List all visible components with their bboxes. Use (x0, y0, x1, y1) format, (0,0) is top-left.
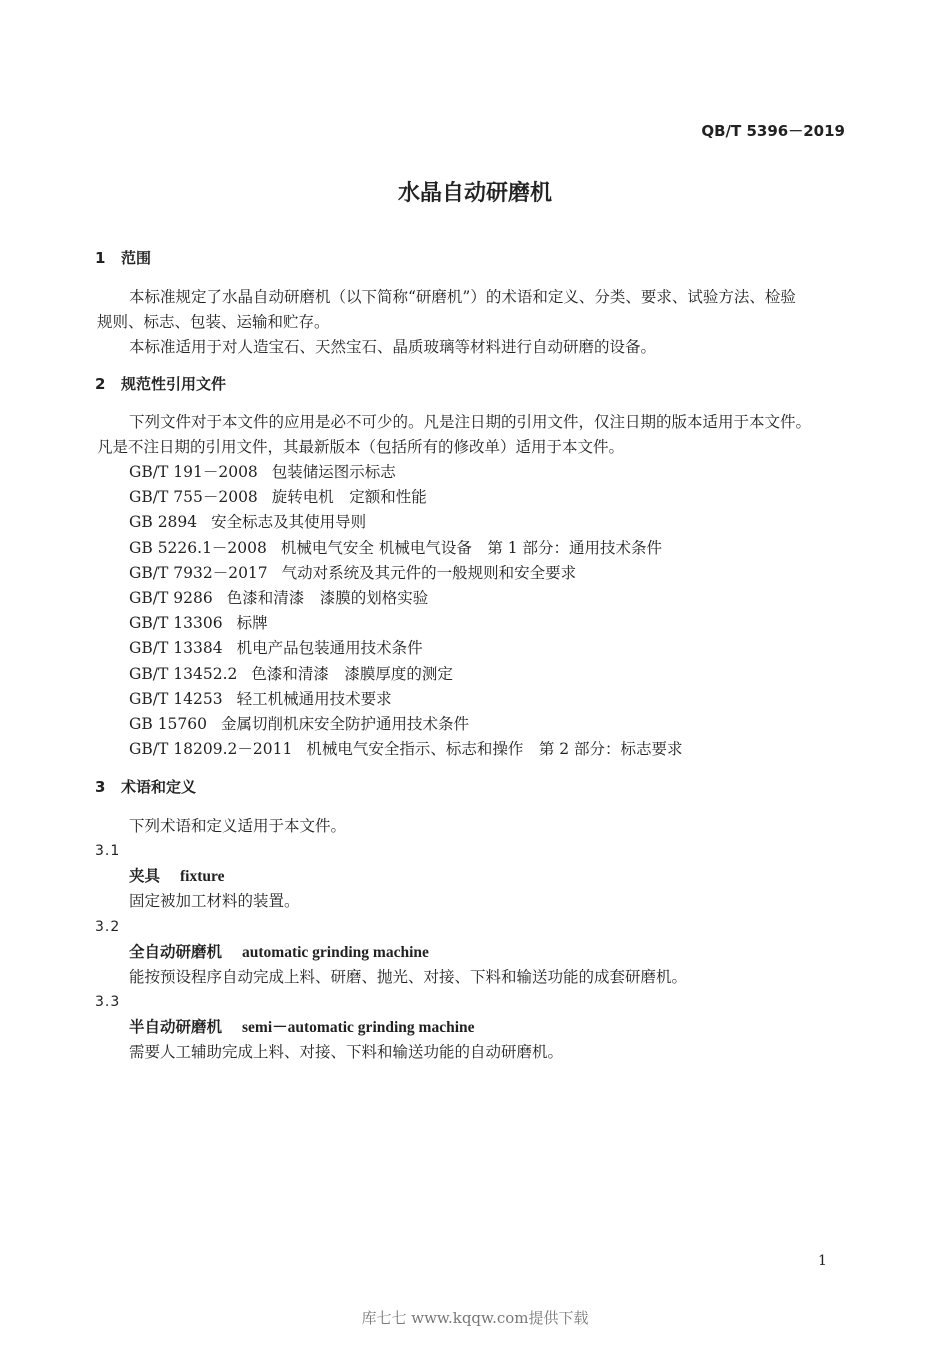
page-number: 1 (818, 1253, 827, 1269)
document-title: 水晶自动研磨机 (397, 181, 552, 206)
reference-item (129, 689, 392, 709)
section-2-heading (95, 374, 226, 394)
reference-title: 色漆和清漆 漆膜的划格实验 (226, 589, 429, 607)
term-definition: 需要人工辅助完成上料、对接、下料和输送功能的自动研磨机。 (129, 1043, 564, 1061)
paragraph: 本标准适用于对人造宝石、天然宝石、晶质玻璃等材料进行自动研磨的设备。 (129, 338, 657, 356)
section-3-heading (95, 777, 196, 797)
section-number: 1 (95, 249, 106, 267)
term-en: automatic grinding machine (242, 943, 429, 961)
term-zh: 全自动研磨机 (129, 942, 223, 961)
reference-item (129, 638, 423, 658)
reference-title: 轻工机械通用技术要求 (236, 689, 392, 708)
reference-code: GB/T 191－2008 (129, 463, 258, 481)
reference-code: GB/T 9286 (129, 589, 213, 607)
reference-code: GB/T 7932－2017 (129, 563, 268, 582)
term-definition: 能按预设程序自动完成上料、研磨、抛光、对接、下料和输送功能的成套研磨机。 (129, 967, 688, 986)
term-heading (129, 1017, 475, 1038)
reference-code: GB 5226.1－2008 (129, 538, 267, 557)
term-number: 3.1 (95, 843, 121, 859)
reference-item (129, 664, 453, 684)
term-en: fixture (180, 868, 225, 885)
reference-title: 气动对系统及其元件的一般规则和安全要求 (281, 563, 577, 582)
paragraph: 本标准规定了水晶自动研磨机（以下简称“研磨机”）的术语和定义、分类、要求、试验方法、检验 (129, 288, 796, 306)
term-zh: 半自动研磨机 (129, 1018, 223, 1036)
reference-item (129, 487, 427, 507)
reference-item (129, 512, 366, 532)
term-heading (129, 866, 225, 887)
reference-title: 金属切削机床安全防护通用技术条件 (221, 715, 470, 733)
reference-title: 机电产品包装通用技术条件 (236, 639, 423, 658)
paragraph: 规则、标志、包装、运输和贮存。 (97, 313, 330, 331)
reference-title: 安全标志及其使用导则 (211, 513, 367, 532)
reference-item (129, 613, 268, 633)
term-heading (129, 942, 429, 963)
reference-item (129, 588, 428, 608)
standard-number: QB/T 5396－2019 (701, 122, 845, 140)
reference-title: 旋转电机 定额和性能 (271, 488, 427, 507)
footer-watermark: 库七七 www.kqqw.com提供下载 (361, 1309, 589, 1327)
reference-code: GB/T 18209.2－2011 (129, 740, 293, 759)
paragraph: 凡是不注日期的引用文件，其最新版本（包括所有的修改单）适用于本文件。 (97, 438, 625, 456)
reference-item (129, 538, 662, 558)
reference-code: GB/T 13452.2 (129, 664, 238, 683)
reference-code: GB/T 13306 (129, 614, 223, 633)
paragraph: 下列文件对于本文件的应用是必不可少的。凡是注日期的引用文件，仅注日期的版本适用于本文件。 (129, 413, 812, 431)
section-title: 规范性引用文件 (121, 375, 227, 393)
reference-code: GB/T 755－2008 (129, 488, 258, 507)
reference-item (129, 563, 576, 583)
reference-title: 包装储运图示标志 (271, 463, 396, 481)
reference-title: 色漆和清漆 漆膜厚度的测定 (251, 664, 453, 683)
reference-code: GB 15760 (129, 715, 208, 733)
reference-code: GB/T 13384 (129, 639, 223, 658)
section-number: 3 (95, 778, 106, 796)
reference-title: 标牌 (236, 614, 268, 633)
term-number: 3.3 (95, 994, 121, 1010)
section-title: 术语和定义 (121, 778, 197, 796)
paragraph: 下列术语和定义适用于本文件。 (129, 817, 347, 835)
reference-item (129, 462, 396, 482)
section-1-heading (95, 248, 151, 268)
term-zh: 夹具 (129, 867, 161, 885)
section-number: 2 (95, 375, 106, 393)
reference-code: GB/T 14253 (129, 689, 223, 708)
term-en: semi－automatic grinding machine (242, 1019, 475, 1036)
term-definition: 固定被加工材料的装置。 (129, 892, 300, 910)
reference-code: GB 2894 (129, 513, 198, 532)
reference-title: 机械电气安全指示、标志和操作 第 2 部分：标志要求 (306, 740, 683, 759)
term-number: 3.2 (95, 918, 121, 935)
section-title: 范围 (121, 249, 152, 267)
reference-item (129, 714, 469, 734)
reference-item (129, 739, 683, 759)
reference-title: 机械电气安全 机械电气设备 第 1 部分：通用技术条件 (280, 538, 663, 557)
